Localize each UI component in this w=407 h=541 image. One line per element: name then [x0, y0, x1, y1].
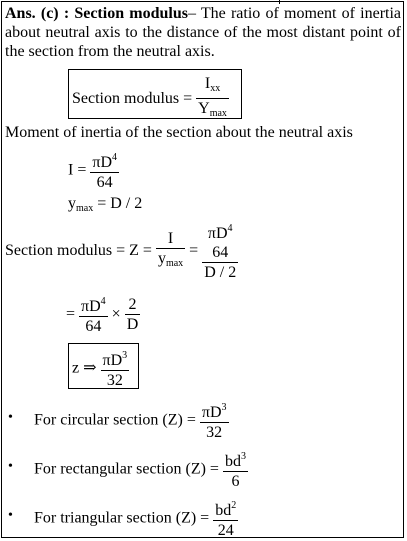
step-equals: =: [66, 305, 76, 323]
bullet-icon: •: [8, 410, 13, 425]
equation-I-fraction: [90, 148, 119, 192]
ixx-subscript: xx: [210, 83, 221, 94]
z-frac1-den: y: [157, 249, 166, 267]
bullet-circular: [34, 398, 229, 442]
rect-den: 6: [231, 473, 240, 490]
equation-Z-fraction-2: [202, 219, 238, 282]
bullet-rectangular-text: For rectangular section (Z) =: [34, 460, 219, 478]
pi-d: πD: [92, 154, 112, 171]
heading-dash: –: [188, 5, 196, 22]
bullet-triangular-fraction: [213, 496, 238, 540]
step-f1-den: 64: [85, 318, 102, 335]
step-fraction-2: [125, 295, 141, 334]
step-f2-num: 2: [125, 295, 141, 315]
bullet-circular-text: For circular section (Z) =: [34, 411, 196, 429]
power-4: 4: [112, 152, 117, 163]
equation-Z-equals: =: [189, 242, 199, 259]
equation-Z-lhs: Section modulus =: [5, 242, 126, 259]
ymax-sub: max: [76, 203, 94, 214]
ymax-rhs: = D / 2: [97, 195, 143, 212]
result-den: 32: [106, 372, 123, 389]
circ-den: 32: [206, 424, 223, 441]
equation-ymax: [68, 194, 142, 218]
equation-I-lhs: I =: [68, 161, 87, 179]
result-num: πD: [102, 352, 123, 369]
z-frac2-den: D / 2: [204, 264, 237, 281]
bullet-circular-fraction: [200, 398, 229, 442]
ymax-subscript: max: [209, 108, 227, 119]
equation-step: [66, 292, 140, 336]
ixx-symbol: I: [204, 75, 211, 92]
bullet-rectangular-fraction: [223, 447, 248, 491]
equation-Z-fraction-1: [156, 229, 185, 273]
tri-sup: 2: [231, 500, 237, 511]
section-modulus-fraction: [196, 74, 229, 123]
section-modulus-formula: [72, 74, 229, 123]
step-f2-den: D: [126, 315, 139, 333]
z-frac1-num: I: [156, 229, 185, 249]
step-f1-sup: 4: [100, 296, 106, 307]
equation-I: [68, 148, 119, 192]
z-frac2-num: πD: [207, 225, 228, 242]
result-lhs: z ⇒: [72, 359, 97, 377]
z-frac1-den-sub: max: [165, 257, 184, 269]
result-sup: 3: [122, 350, 128, 361]
equation-Z: [5, 219, 238, 282]
bullet-rectangular: [34, 447, 248, 491]
step-f1-num: πD: [81, 298, 101, 315]
bullet-icon: •: [8, 459, 13, 474]
bullet-triangular: [34, 496, 238, 540]
ymax-symbol: Y: [198, 100, 210, 117]
denominator-64: 64: [96, 174, 113, 191]
circ-num: πD: [201, 404, 222, 421]
ymax-var: y: [68, 195, 76, 212]
result-fraction: [101, 346, 130, 390]
result-formula: [72, 346, 129, 390]
step-fraction-1: [79, 292, 108, 336]
tri-num: bd: [215, 502, 232, 519]
bullet-triangular-text: For triangular section (Z) =: [34, 509, 210, 527]
z-frac2-sup: 4: [227, 223, 233, 234]
step-times: ×: [111, 305, 121, 323]
bullet-icon: •: [8, 508, 13, 523]
circ-sup: 3: [221, 402, 227, 413]
equation-Z-symbol: Z =: [129, 242, 152, 259]
moi-heading: Moment of inertia of the section about the neutral axis: [5, 124, 353, 141]
rect-num: bd: [224, 453, 241, 470]
z-frac2-mid: 64: [202, 243, 238, 263]
section-modulus-lhs: Section modulus =: [72, 90, 193, 107]
rect-sup: 3: [240, 451, 246, 462]
definition-text: The ratio of moment of inertia about neutral axis to the distance of the most distant point of the section from the neutral axis.: [5, 5, 402, 60]
answer-heading: Ans. (c) : Section modulus: [5, 5, 188, 22]
definition-paragraph: [5, 4, 401, 61]
tri-den: 24: [217, 522, 234, 539]
